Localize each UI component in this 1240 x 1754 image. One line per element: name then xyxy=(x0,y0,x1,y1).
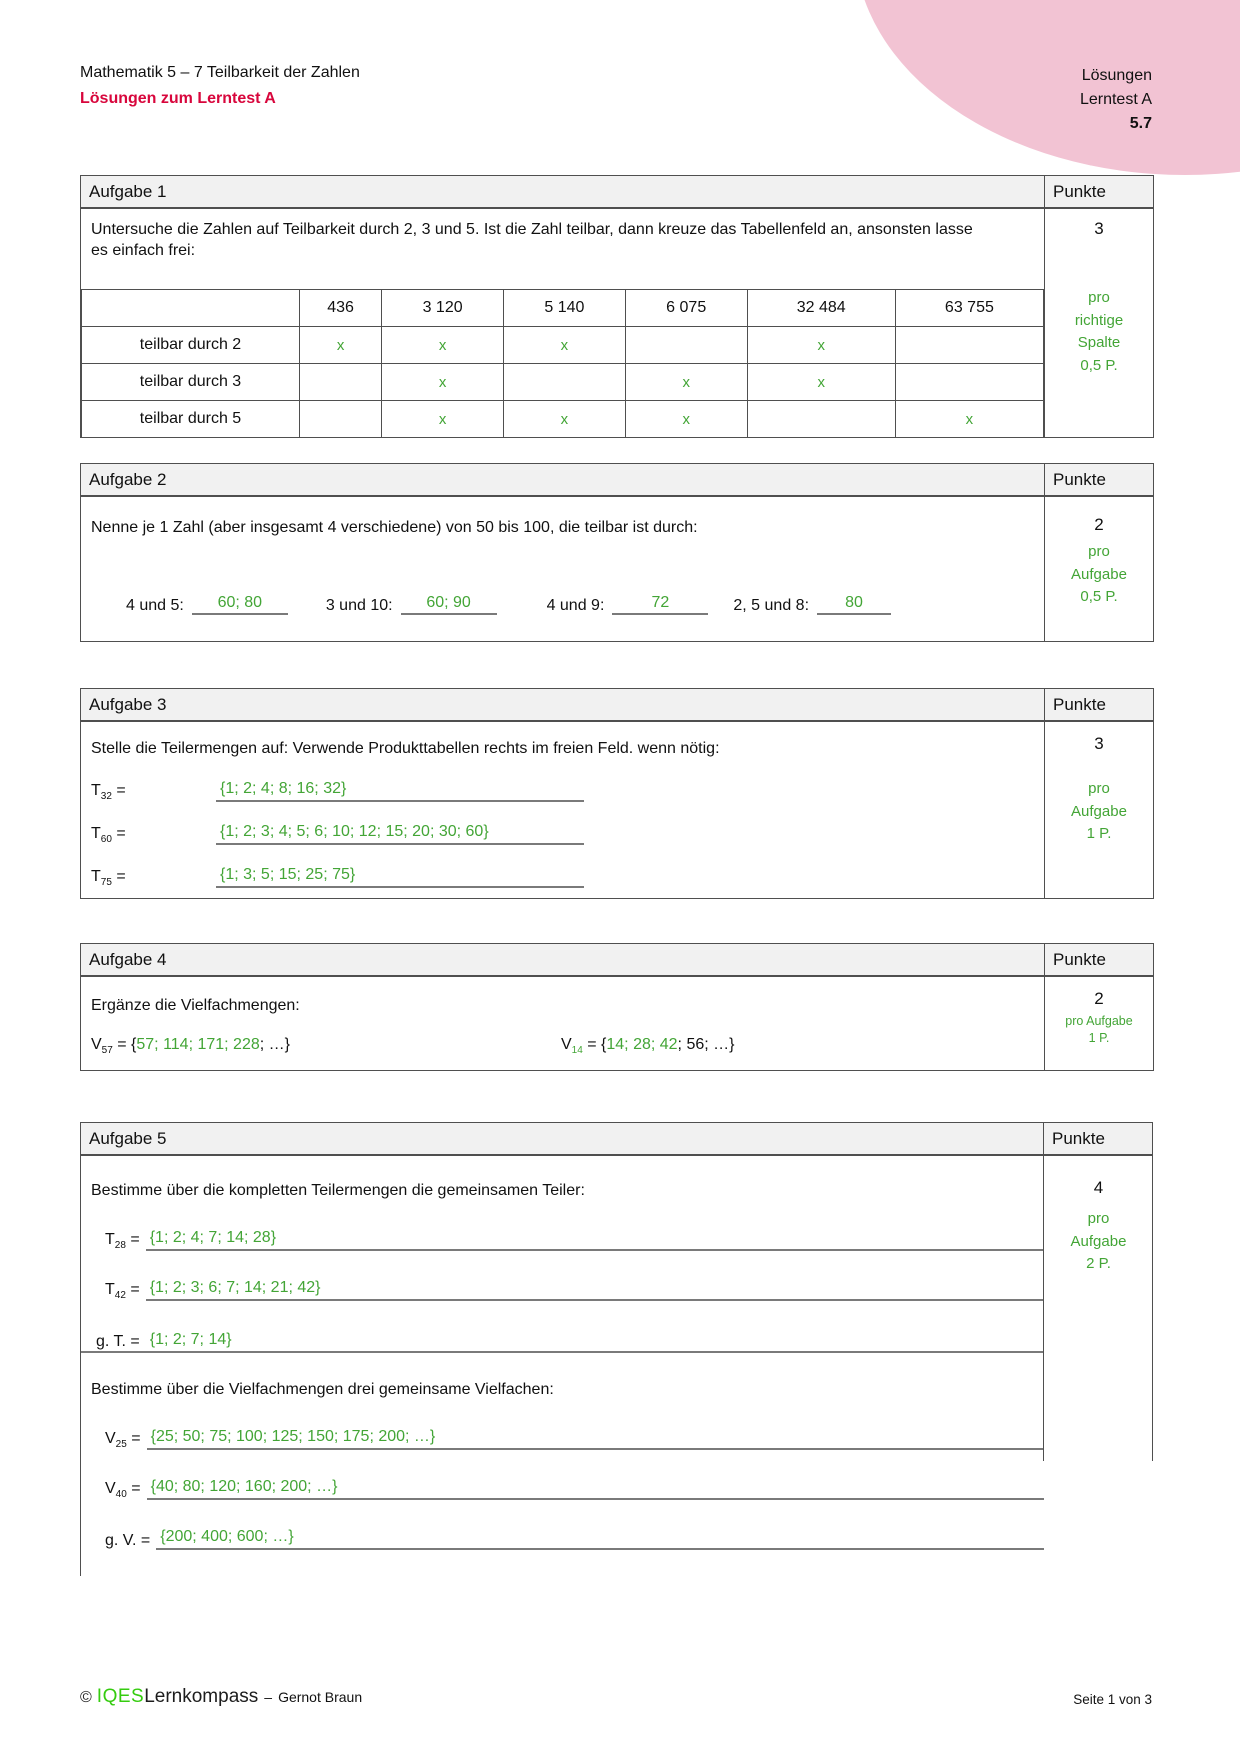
multiple-set-row xyxy=(105,1476,1044,1500)
mark-cell: x xyxy=(747,327,895,364)
answer-group xyxy=(733,594,891,615)
task1-title: Aufgabe 1 xyxy=(81,176,1044,209)
corner-blob-decoration xyxy=(855,0,1240,175)
task4-instruction: Ergänze die Vielfachmengen: xyxy=(91,997,300,1014)
task4-body xyxy=(81,977,1044,1070)
set-answer: {1; 2; 4; 8; 16; 32} xyxy=(216,780,584,802)
mark-cell xyxy=(300,364,382,401)
mark-cell xyxy=(895,327,1043,364)
task3-body xyxy=(81,722,1044,898)
answer-blank: 72 xyxy=(612,594,708,615)
task3-points-cell xyxy=(1044,722,1153,898)
task4-punkte-label: Punkte xyxy=(1044,944,1153,977)
table-row xyxy=(82,327,1044,364)
col-header: 63 755 xyxy=(895,290,1043,327)
footer-author: Gernot Braun xyxy=(278,1689,363,1705)
mark-cell xyxy=(747,401,895,438)
task2-points-note: pro Aufgabe 0,5 P. xyxy=(1071,543,1127,605)
task2-instruction: Nenne je 1 Zahl (aber insgesamt 4 verschiedene) von 50 bis 100, die teilbar ist durch: xyxy=(91,519,698,536)
mark-cell: x xyxy=(504,327,626,364)
iqes-logo-text: IQES xyxy=(96,1686,145,1707)
set-answer: {1; 3; 5; 15; 25; 75} xyxy=(216,866,584,888)
task5-right-border xyxy=(1152,1123,1153,1461)
blank-label: 4 und 5: xyxy=(126,597,184,615)
task5-instruction-2: Bestimme über die Vielfachmengen drei gemeinsame Vielfachen: xyxy=(91,1381,554,1399)
set-answer: {40; 80; 120; 160; 200; …} xyxy=(147,1478,1044,1500)
task1-body xyxy=(81,209,1044,437)
blank-label: 4 und 9: xyxy=(546,597,605,615)
task2-answer-row xyxy=(126,594,1044,641)
answer-blank: 80 xyxy=(817,594,891,615)
row-label: teilbar durch 2 xyxy=(82,327,300,364)
set-answer: {25; 50; 75; 100; 125; 150; 175; 200; …} xyxy=(147,1428,1044,1450)
task3-rows xyxy=(81,778,1044,898)
set-symbol: g. V. = xyxy=(105,1532,151,1550)
task5-points-value: 4 xyxy=(1093,1178,1104,1197)
solutions-subtitle: Lösungen zum Lerntest A xyxy=(80,89,276,107)
task5-block xyxy=(80,1122,1153,1576)
corner-cell xyxy=(82,290,300,327)
divisor-set-row xyxy=(91,821,1044,845)
col-header: 5 140 xyxy=(504,290,626,327)
task5-title: Aufgabe 5 xyxy=(81,1123,1044,1156)
set-answer: {1; 2; 3; 6; 7; 14; 21; 42} xyxy=(146,1279,1044,1301)
mark-cell: x xyxy=(504,401,626,438)
task5-points-note: pro Aufgabe 2 P. xyxy=(1070,1210,1127,1272)
mark-cell: x xyxy=(382,327,504,364)
task2-title: Aufgabe 2 xyxy=(81,464,1044,497)
task2-points-cell xyxy=(1044,497,1153,641)
corner-chapter-number: 5.7 xyxy=(1129,115,1152,132)
mark-cell xyxy=(504,364,626,401)
set-answer: {1; 2; 7; 14} xyxy=(149,1331,232,1349)
answer-group xyxy=(547,594,709,615)
col-header: 6 075 xyxy=(625,290,747,327)
set-symbol: $T_{28}$ = xyxy=(105,1230,140,1252)
table-row xyxy=(82,364,1044,401)
set-symbol: $T_{32}$ = xyxy=(91,781,126,803)
answer-group xyxy=(126,594,288,615)
task3-points-value: 3 xyxy=(1094,734,1104,753)
mark-cell: x xyxy=(747,364,895,401)
footer-dash: – xyxy=(264,1689,273,1705)
copyright-icon: © xyxy=(80,1689,92,1706)
task2-punkte-label: Punkte xyxy=(1044,464,1153,497)
divisor-set-row xyxy=(105,1227,1044,1251)
corner-line-loesungen: Lösungen xyxy=(1081,67,1152,84)
mark-cell xyxy=(895,364,1043,401)
document-header xyxy=(80,62,360,109)
blank-label: 2, 5 und 8: xyxy=(733,597,810,615)
task3-title: Aufgabe 3 xyxy=(81,689,1044,722)
blank-label: 3 und 10: xyxy=(325,597,393,615)
task3-instruction: Stelle die Teilermengen auf: Verwende Produkttabellen rechts im freien Feld. wenn nötig: xyxy=(91,740,720,757)
task4-points-cell xyxy=(1044,977,1153,1070)
row-label: teilbar durch 3 xyxy=(82,364,300,401)
set-symbol: $T_{42}$ = xyxy=(105,1280,140,1302)
multiple-set-v57: $V_{57} = \{57$; 114; 171; 228; …} xyxy=(91,1036,290,1057)
task5-column-divider xyxy=(1043,1123,1044,1461)
set-answer: {1; 2; 3; 4; 5; 6; 10; 12; 15; 20; 30; 60} xyxy=(216,823,584,845)
corner-info xyxy=(1080,64,1152,136)
answer-blank: 60; 80 xyxy=(192,594,288,615)
set-answer: {1; 2; 4; 7; 14; 28} xyxy=(146,1229,1044,1251)
col-header: 3 120 xyxy=(382,290,504,327)
multiple-set-row xyxy=(105,1426,1044,1450)
set-symbol: $V_{40}$ = xyxy=(105,1480,141,1501)
mark-cell xyxy=(625,327,747,364)
set-symbol: g. T. = xyxy=(96,1333,140,1351)
task5-instruction-1: Bestimme über die kompletten Teilermengen die gemeinsamen Teiler: xyxy=(91,1182,585,1199)
task4-block xyxy=(80,943,1154,1071)
task4-points-value: 2 xyxy=(1094,989,1104,1008)
divisor-set-row xyxy=(91,778,1044,802)
mark-cell: x xyxy=(300,327,382,364)
set-symbol: $V_{25}$ = xyxy=(105,1430,141,1451)
divisor-set-row xyxy=(105,1277,1044,1301)
mark-cell xyxy=(300,401,382,438)
task1-block xyxy=(80,175,1154,438)
common-divisors-row xyxy=(81,1327,1044,1353)
divisor-set-row xyxy=(91,864,1044,888)
task1-points-value: 3 xyxy=(1094,219,1104,238)
task2-body xyxy=(81,497,1044,641)
mark-cell: x xyxy=(625,401,747,438)
answer-blank: 60; 90 xyxy=(401,594,497,615)
task5-points-cell xyxy=(1044,1156,1153,1576)
task5-body xyxy=(81,1156,1044,1576)
mark-cell: x xyxy=(382,401,504,438)
mark-cell: x xyxy=(625,364,747,401)
task1-points-cell xyxy=(1044,209,1153,437)
task3-block xyxy=(80,688,1154,899)
col-header: 436 xyxy=(300,290,382,327)
answer-group xyxy=(326,594,497,615)
task1-points-note: pro richtige Spalte 0,5 P. xyxy=(1074,289,1124,374)
set-answer: {200; 400; 600; …} xyxy=(156,1528,1044,1550)
footer-brand xyxy=(80,1686,362,1708)
multiple-set-v14: $V_{14} = \{14$; 28; 42; 56; …} xyxy=(561,1036,735,1057)
row-label: teilbar durch 5 xyxy=(82,401,300,438)
divisibility-table xyxy=(81,289,1044,438)
table-row xyxy=(82,401,1044,438)
task4-answer-row xyxy=(91,1036,1044,1056)
task2-points-value: 2 xyxy=(1094,515,1104,534)
mark-cell: x xyxy=(895,401,1043,438)
course-title: Mathematik 5 – 7 Teilbarkeit der Zahlen xyxy=(80,64,360,81)
col-header: 32 484 xyxy=(747,290,895,327)
task4-points-note: pro Aufgabe 1 P. xyxy=(1065,1014,1133,1045)
page-number: Seite 1 von 3 xyxy=(1073,1692,1152,1707)
mark-cell: x xyxy=(382,364,504,401)
task3-points-note: pro Aufgabe 1 P. xyxy=(1071,780,1127,842)
task1-instruction: Untersuche die Zahlen auf Teilbarkeit durch 2, 3 und 5. Ist die Zahl teilbar, dann kreuze das Tabellenfeld an, ansonsten lasse es einfach frei: xyxy=(91,221,973,260)
divisibility-table-header-row xyxy=(82,290,1044,327)
task1-punkte-label: Punkte xyxy=(1044,176,1153,209)
set-symbol: $T_{75}$ = xyxy=(91,867,126,889)
task3-punkte-label: Punkte xyxy=(1044,689,1153,722)
set-symbol: $T_{60}$ = xyxy=(91,824,126,846)
corner-line-lerntest: Lerntest A xyxy=(1079,91,1152,108)
task4-title: Aufgabe 4 xyxy=(81,944,1044,977)
task2-block xyxy=(80,463,1154,642)
task5-punkte-label: Punkte xyxy=(1044,1123,1153,1156)
lernkompass-logo-text: Lernkompass xyxy=(144,1686,259,1707)
common-multiples-row xyxy=(105,1526,1044,1550)
